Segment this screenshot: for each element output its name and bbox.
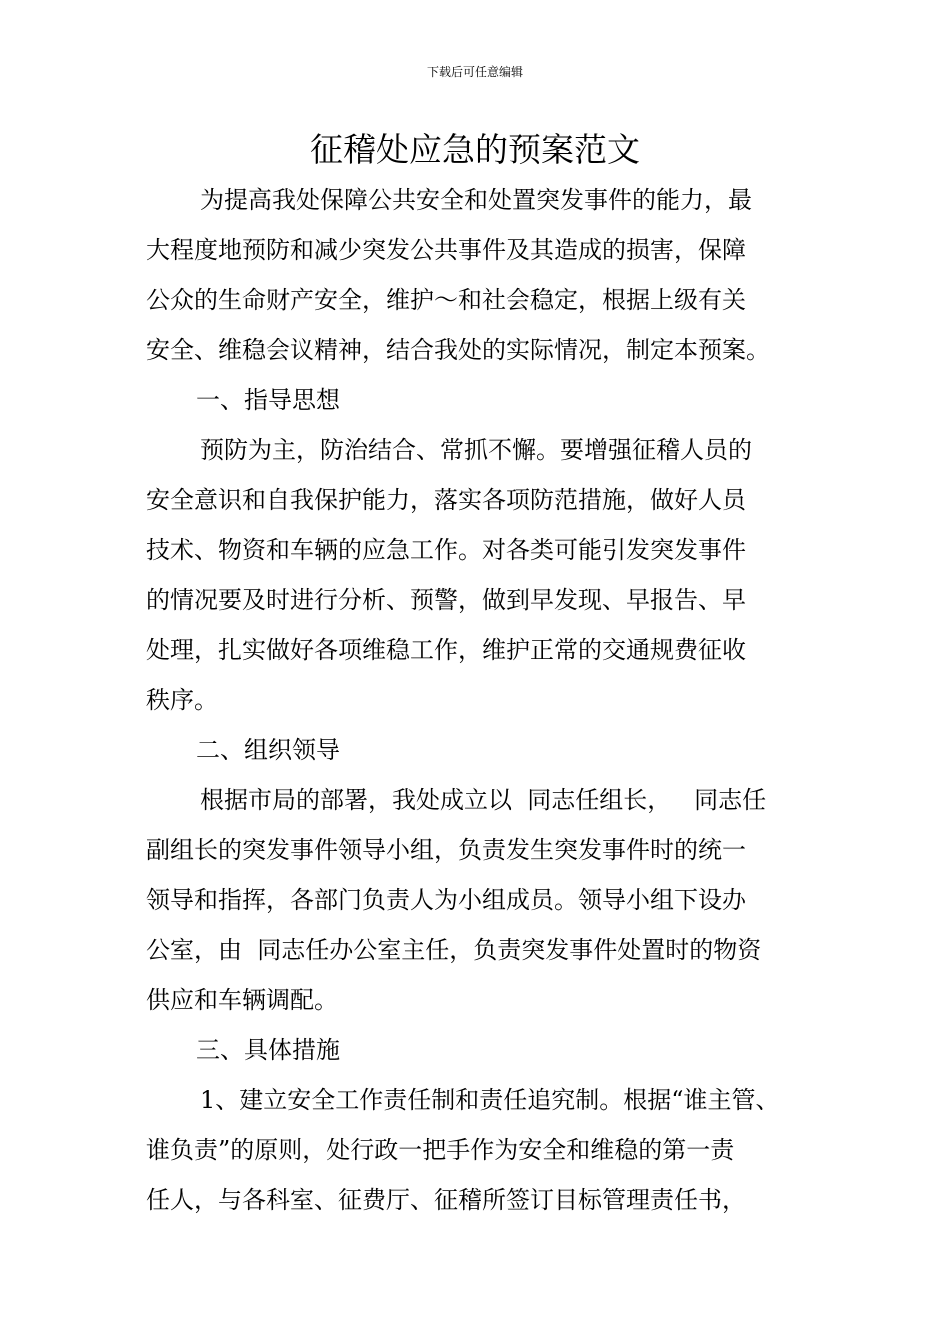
section-heading: 三、具体措施: [196, 1036, 340, 1064]
text-line: 安全、维稳会议精神，结合我处的实际情况，制定本预案。: [146, 336, 770, 364]
text-line: 副组长的突发事件领导小组，负责发生突发事件时的统一: [146, 836, 746, 864]
text-line: 供应和车辆调配。: [146, 986, 338, 1014]
text-line: 安全意识和自我保护能力，落实各项防范措施，做好人员: [146, 486, 746, 514]
text-line: 公众的生命财产安全，维护～和社会稳定，根据上级有关: [146, 286, 746, 314]
document-body: [146, 175, 810, 1225]
text-line: 根据市局的部署，我处成立以 同志任组长， 同志任: [200, 786, 767, 814]
text-line: 1、建立安全工作责任制和责任追究制。根据“谁主管、: [200, 1086, 780, 1114]
text-line: 预防为主，防治结合、常抓不懈。要增强征稽人员的: [200, 436, 752, 464]
text-line: 处理，扎实做好各项维稳工作，维护正常的交通规费征收: [146, 636, 746, 664]
header-note: 下载后可任意编辑: [426, 65, 523, 79]
text-line: 大程度地预防和减少突发公共事件及其造成的损害，保障: [146, 236, 746, 264]
text-line: 技术、物资和车辆的应急工作。对各类可能引发突发事件: [146, 536, 746, 564]
section-heading: 二、组织领导: [196, 736, 340, 764]
section-heading: 一、指导思想: [196, 386, 340, 414]
document-title: 征稽处应急的预案范文: [310, 130, 640, 169]
text-line: 秩序。: [146, 686, 218, 714]
text-line: 谁负责”的原则，处行政一把手作为安全和维稳的第一责: [146, 1136, 735, 1164]
text-line: 为提高我处保障公共安全和处置突发事件的能力，最: [200, 186, 752, 214]
text-line: 领导和指挥，各部门负责人为小组成员。领导小组下设办: [146, 886, 746, 914]
text-line: 任人，与各科室、征费厅、征稽所签订目标管理责任书，: [146, 1186, 746, 1214]
text-line: 公室，由 同志任办公室主任，负责突发事件处置时的物资: [146, 936, 762, 964]
text-line: 的情况要及时进行分析、预警，做到早发现、早报告、早: [146, 586, 746, 614]
